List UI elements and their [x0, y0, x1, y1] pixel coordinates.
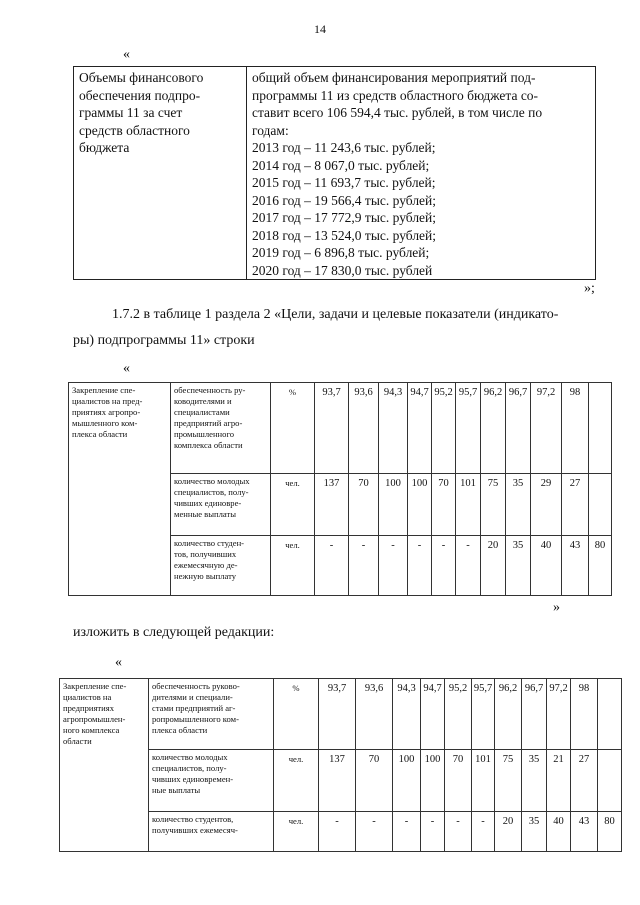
value-cell: 35: [522, 750, 547, 812]
goal-line: циалистов на: [63, 692, 112, 702]
value-cell: 101: [472, 750, 495, 812]
value-cell: -: [432, 536, 456, 596]
value-cell: 97,2: [531, 383, 562, 474]
value-cell: 101: [456, 474, 481, 536]
value-cell: 100: [393, 750, 421, 812]
funding-year-line: 2015 год – 11 693,7 тыс. рублей;: [252, 175, 436, 190]
unit-cell: %: [271, 383, 315, 474]
goal-cell: [69, 383, 171, 596]
open-quote: «: [123, 361, 130, 376]
funding-label-line: граммы 11 за счет: [79, 105, 183, 120]
indicator-line: менные выплаты: [174, 509, 237, 519]
funding-year-line: 2020 год – 17 830,0 тыс. рублей: [252, 262, 433, 278]
indicator-line: комплекса области: [174, 440, 243, 450]
indicator-line: ководителями и: [174, 396, 232, 406]
indicator-line: промышленного: [174, 429, 235, 439]
value-cell: 40: [547, 812, 571, 852]
value-cell: 93,7: [315, 383, 349, 474]
value-cell: 70: [432, 474, 456, 536]
value-cell: -: [356, 812, 393, 852]
funding-content-line: общий объем финансирования мероприятий под-: [252, 70, 536, 85]
funding-content-line: программы 11 из средств областного бюджета со-: [252, 87, 539, 103]
value-cell: 20: [481, 536, 506, 596]
value-cell: 93,6: [349, 383, 379, 474]
value-cell: 96,2: [481, 383, 506, 474]
value-cell: 20: [495, 812, 522, 852]
indicator-line: количество молодых: [174, 476, 250, 486]
indicator-line: дителями и специали-: [152, 692, 233, 702]
value-cell: -: [456, 536, 481, 596]
value-cell: 70: [349, 474, 379, 536]
value-cell: 40: [531, 536, 562, 596]
amendment-paragraph: изложить в следующей редакции:: [73, 625, 275, 640]
value-cell: 98: [562, 383, 589, 474]
value-cell: -: [445, 812, 472, 852]
indicator-line: нежную выплату: [174, 571, 237, 581]
indicator-line: количество студентов,: [152, 814, 234, 824]
value-cell: -: [472, 812, 495, 852]
open-quote: «: [115, 655, 122, 670]
value-cell: 95,2: [432, 383, 456, 474]
indicator-line: ропромышленного ком-: [152, 714, 239, 724]
indicator-cell: [171, 536, 271, 596]
value-cell: -: [393, 812, 421, 852]
funding-label-line: средств областного: [79, 122, 190, 138]
funding-content-cell: [247, 67, 596, 280]
value-cell: 35: [506, 536, 531, 596]
old-indicators-table: [68, 382, 612, 596]
goal-line: Закрепление спе-: [72, 385, 136, 395]
page-number: 14: [314, 22, 326, 36]
value-cell: 95,2: [445, 679, 472, 750]
value-cell: 27: [562, 474, 589, 536]
indicator-line: чивших единовремен-: [152, 774, 234, 784]
value-cell: 95,7: [472, 679, 495, 750]
funding-year-line: 2019 год – 6 896,8 тыс. рублей;: [252, 245, 430, 260]
indicator-line: обеспеченность руково-: [152, 681, 240, 691]
indicator-line: тов, получивших: [174, 549, 237, 559]
value-cell: 137: [319, 750, 356, 812]
indicator-cell: [171, 383, 271, 474]
value-cell: 93,7: [319, 679, 356, 750]
goal-line: области: [63, 736, 92, 746]
funding-year-line: 2016 год – 19 566,4 тыс. рублей;: [252, 192, 437, 208]
value-cell: 94,7: [408, 383, 432, 474]
close-quote: »;: [584, 281, 595, 296]
indicator-line: специалистов, полу-: [174, 487, 249, 497]
value-cell: 29: [531, 474, 562, 536]
value-cell: 43: [562, 536, 589, 596]
indicator-line: получивших ежемесяч-: [152, 825, 238, 835]
funding-year-line: 2013 год – 11 243,6 тыс. рублей;: [252, 140, 436, 155]
empty-cell: [589, 383, 612, 474]
indicator-line: обеспеченность ру-: [174, 385, 246, 395]
indicator-line: ные выплаты: [152, 785, 201, 795]
value-cell: -: [349, 536, 379, 596]
goal-cell: [60, 679, 149, 852]
value-cell: -: [315, 536, 349, 596]
empty-cell: [589, 474, 612, 536]
value-cell: 93,6: [356, 679, 393, 750]
amendment-paragraph: 1.7.2 в таблице 1 раздела 2 «Цели, задачи и целевые показатели (индикато-: [112, 307, 559, 322]
funding-label-line: бюджета: [79, 140, 130, 155]
indicator-cell: [171, 474, 271, 536]
value-cell: 100: [408, 474, 432, 536]
funding-year-line: 2014 год – 8 067,0 тыс. рублей;: [252, 157, 430, 173]
value-cell: 27: [571, 750, 598, 812]
value-cell: -: [408, 536, 432, 596]
value-cell: -: [421, 812, 445, 852]
indicator-line: количество студен-: [174, 538, 245, 548]
funding-table: [73, 66, 596, 280]
indicator-line: предприятий агро-: [174, 418, 243, 428]
goal-line: ного комплекса: [63, 725, 120, 735]
value-cell: 98: [571, 679, 598, 750]
empty-cell: [598, 679, 622, 750]
funding-label-cell: [74, 67, 247, 280]
value-cell: 137: [315, 474, 349, 536]
value-cell: 100: [421, 750, 445, 812]
indicator-line: чивших единовре-: [174, 498, 242, 508]
goal-line: циалистов на пред-: [72, 396, 143, 406]
amendment-paragraph: ры) подпрограммы 11» строки: [73, 333, 255, 348]
value-cell: 94,7: [421, 679, 445, 750]
funding-content-line: ставит всего 106 594,4 тыс. рублей, в том числе по: [252, 105, 543, 120]
indicator-line: специалистов, полу-: [152, 763, 227, 773]
value-cell: -: [379, 536, 408, 596]
unit-cell: %: [274, 679, 319, 750]
unit-cell: чел.: [274, 750, 319, 812]
value-cell: 70: [356, 750, 393, 812]
funding-content-line: годам:: [252, 122, 289, 138]
goal-line: мышленного ком-: [72, 418, 138, 428]
goal-line: плекса области: [72, 429, 128, 439]
funding-label-line: обеспечения подпро-: [79, 87, 201, 103]
value-cell: 43: [571, 812, 598, 852]
value-cell: 35: [522, 812, 547, 852]
indicator-line: специалистами: [174, 407, 230, 417]
goal-line: приятиях агропро-: [72, 407, 141, 417]
indicator-cell: [149, 679, 274, 750]
funding-year-line: 2018 год – 13 524,0 тыс. рублей;: [252, 227, 437, 243]
unit-cell: чел.: [271, 536, 315, 596]
indicator-cell: [149, 750, 274, 812]
value-cell: 80: [589, 536, 612, 596]
open-quote: «: [123, 47, 130, 62]
close-quote: »: [553, 600, 560, 615]
goal-line: предприятиях: [63, 703, 115, 713]
value-cell: 75: [481, 474, 506, 536]
indicator-line: плекса области: [152, 725, 208, 735]
value-cell: 96,7: [522, 679, 547, 750]
value-cell: 94,3: [379, 383, 408, 474]
value-cell: 70: [445, 750, 472, 812]
unit-cell: чел.: [271, 474, 315, 536]
value-cell: 95,7: [456, 383, 481, 474]
value-cell: 100: [379, 474, 408, 536]
unit-cell: чел.: [274, 812, 319, 852]
value-cell: 94,3: [393, 679, 421, 750]
indicator-line: ежемесячную де-: [174, 560, 238, 570]
goal-line: агропромышлен-: [63, 714, 126, 724]
funding-label-line: Объемы финансового: [79, 70, 204, 85]
indicator-line: количество молодых: [152, 752, 228, 762]
empty-cell: [598, 750, 622, 812]
value-cell: 96,7: [506, 383, 531, 474]
value-cell: 97,2: [547, 679, 571, 750]
value-cell: 75: [495, 750, 522, 812]
indicator-cell: [149, 812, 274, 852]
value-cell: 80: [598, 812, 622, 852]
value-cell: -: [319, 812, 356, 852]
value-cell: 96,2: [495, 679, 522, 750]
funding-year-line: 2017 год – 17 772,9 тыс. рублей;: [252, 210, 437, 225]
value-cell: 21: [547, 750, 571, 812]
value-cell: 35: [506, 474, 531, 536]
goal-line: Закрепление спе-: [63, 681, 127, 691]
new-indicators-table: [59, 678, 622, 852]
indicator-line: стами предприятий аг-: [152, 703, 236, 713]
